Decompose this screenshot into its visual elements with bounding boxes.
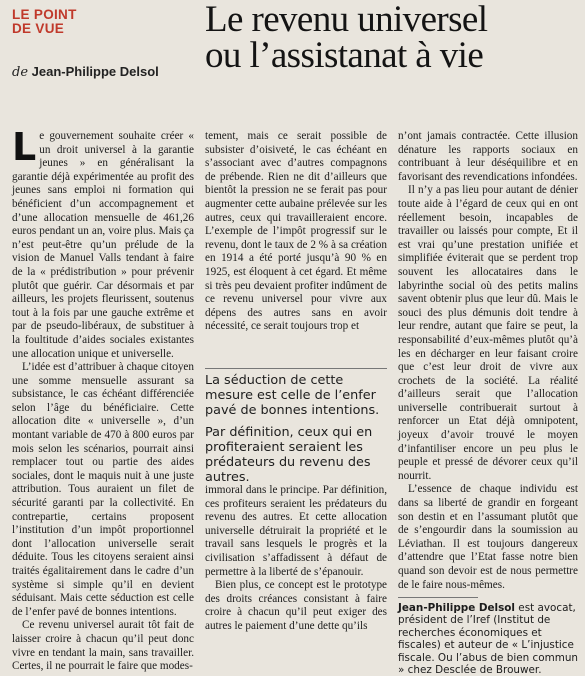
rubric-line-2: DE VUE bbox=[12, 21, 65, 36]
paragraph: L’idée est d’attribuer à chaque citoyen une somme mensuelle assurant sa subsistance, le cas échéant différenciée selon l’âge du bénéficiaire. Cette allocation dite « universelle », d’un montant variable de 470 à 800 euros par mois selon les scénarios, pourrait ainsi remplacer tout ou partie des aides sociales, dont le maquis nuit à une juste attribution. Tous auraient un filet de sécurité garanti par la collectivité. En contrepartie, certains proposent l’institution d’un impôt proportionnel dont l’allocation universelle serait déduite. Tous les citoyens seraient ainsi traités égalitairement dans le cadre d’un système si simple qu’il en devient séduisant. Mais cette séduction est celle de l’enfer pavé de bonnes intentions. bbox=[12, 361, 194, 618]
headline-line-1: Le revenu universel bbox=[205, 0, 488, 40]
paragraph: n’ont jamais contractée. Cette illusion dénature les rapports sociaux en contribuant à leur déséquilibre et en favorisant des revendications infondées. bbox=[398, 130, 578, 183]
rubric-line-1: LE POINT bbox=[12, 7, 77, 22]
pull-quote-2: Par définition, ceux qui en profiteraient seraient les prédateurs du revenu des autres. bbox=[205, 425, 373, 485]
bio-divider bbox=[398, 597, 478, 598]
author-bio bbox=[398, 602, 578, 676]
paragraph: immoral dans le principe. Par définition, ces profiteurs seraient les prédateurs du revenu des autres. Et cette allocation universelle détruirait la propriété et le travail sans lesquels le progrès et la civilisation s’affadissent à défaut de permettre à la liberté de s’épanouir. bbox=[205, 484, 387, 578]
bio-author-name: Jean-Philippe Delsol bbox=[398, 602, 515, 614]
article-column-2 bbox=[205, 130, 387, 334]
article-column-3 bbox=[398, 130, 578, 592]
byline-prefix: de bbox=[12, 65, 29, 80]
paragraph: Le gouvernement souhaite créer « un droit universel à la garantie jeunes » en généralisant la garantie déjà expérimentée au profit des jeunes sans emploi ni formation qui bénéficient d’un accompagnement et d’une allocation mensuelle de 461,26 euros pendant un an, voire plus. Mais ça n’est peut-être qu’un prélude de la vision de Manuel Valls tendant à faire de la « prédistribution » pour prévenir plutôt que guérir. Car désormais et par ailleurs, les projets fleurissent, soutenus tout à la fois par une gauche extrême et par de pseudo-libéraux, de substituer à la foultitude d’aides sociales existantes une allocation unique et universelle. bbox=[12, 125, 194, 360]
byline bbox=[12, 64, 159, 80]
paragraph: Bien plus, ce concept est le prototype des droits créances consistant à faire croire à chacun qu’il peut exiger des autres le paiement d’une dette qu’ils bbox=[205, 579, 387, 632]
headline-line-2: ou l’assistanat à vie bbox=[205, 35, 484, 76]
article-column-1 bbox=[12, 125, 194, 674]
byline-author: Jean-Philippe Delsol bbox=[31, 64, 159, 79]
paragraph: Il n’y a pas lieu pour autant de dénier toute aide à l’égard de ceux qui en ont réellement besoin, incapables de travailler ou laissés pour compte, Et il est vrai qu’une prestation unifiée et simplifiée éviterait que se perdent trop souvent les allocataires dans le labyrinthe social où des petits malins savent obtenir plus que leur dû. Mais le souci des plus démunis doit tendre à leur rendre, autant que faire se peut, la responsabilité d’eux-mêmes plutôt qu’à les en décharger en leur faisant croire que c’est leur droit de vivre aux crochets de la société. La réalité d’ailleurs serait que l’allocation universelle contribuerait surtout à renforcer un Etat déjà omnipotent, joyeux d’avoir trouvé le moyen d’infantiliser encore un peu plus le peuple et pressé de dévorer ceux qu’il nourrit. bbox=[398, 184, 578, 482]
pull-quote-1: La séduction de cette mesure est celle de l’enfer pavé de bonnes intentions. bbox=[205, 368, 387, 418]
paragraph: tement, mais ce serait possible de subsister d’oisiveté, le cas échéant en s’associant avec d’autres compagnons de prébende. Rien ne dit d’ailleurs que bientôt la pression ne se ferait pas pour augmenter cette aubaine prélevée sur les autres, ceux qui travailleraient encore. L’exemple de l’impôt progressif sur le revenu, dont le taux de 2 % à sa création en 1914 a été porté jusqu’à 90 % en 1925, est éloquent à cet égard. Et même si très peu devaient profiter indûment de ce revenu universel pour vivre aux dépens des autres sans en avoir nécessité, ce serait toujours trop et bbox=[205, 130, 387, 333]
section-rubric bbox=[12, 8, 77, 36]
paragraph: Ce revenu universel aurait tôt fait de laisser croire à chacun qu’il peut donc vivre en tendant la main, sans travailler. Certes, il ne pourrait le faire que modes- bbox=[12, 619, 194, 673]
headline bbox=[205, 2, 575, 74]
bio-text: est avocat, président de l’Iref (Institut de recherches économiques et fiscales) et auteur de « L’injustice fiscale. Ou l’abus de bien commun » chez Desclée de Brouwer. bbox=[398, 602, 578, 676]
drop-cap: L bbox=[12, 125, 37, 169]
paragraph: L’essence de chaque individu est dans sa liberté de grandir en forgeant son destin et en l’assumant plutôt que de s’engourdir dans la soumission au Léviathan. Il est toujours dangereux d’attendre que l’Etat fasse notre bien quand son devoir est de nous permettre de le faire nous-mêmes. bbox=[398, 483, 578, 591]
article-column-2-continued bbox=[205, 484, 387, 634]
